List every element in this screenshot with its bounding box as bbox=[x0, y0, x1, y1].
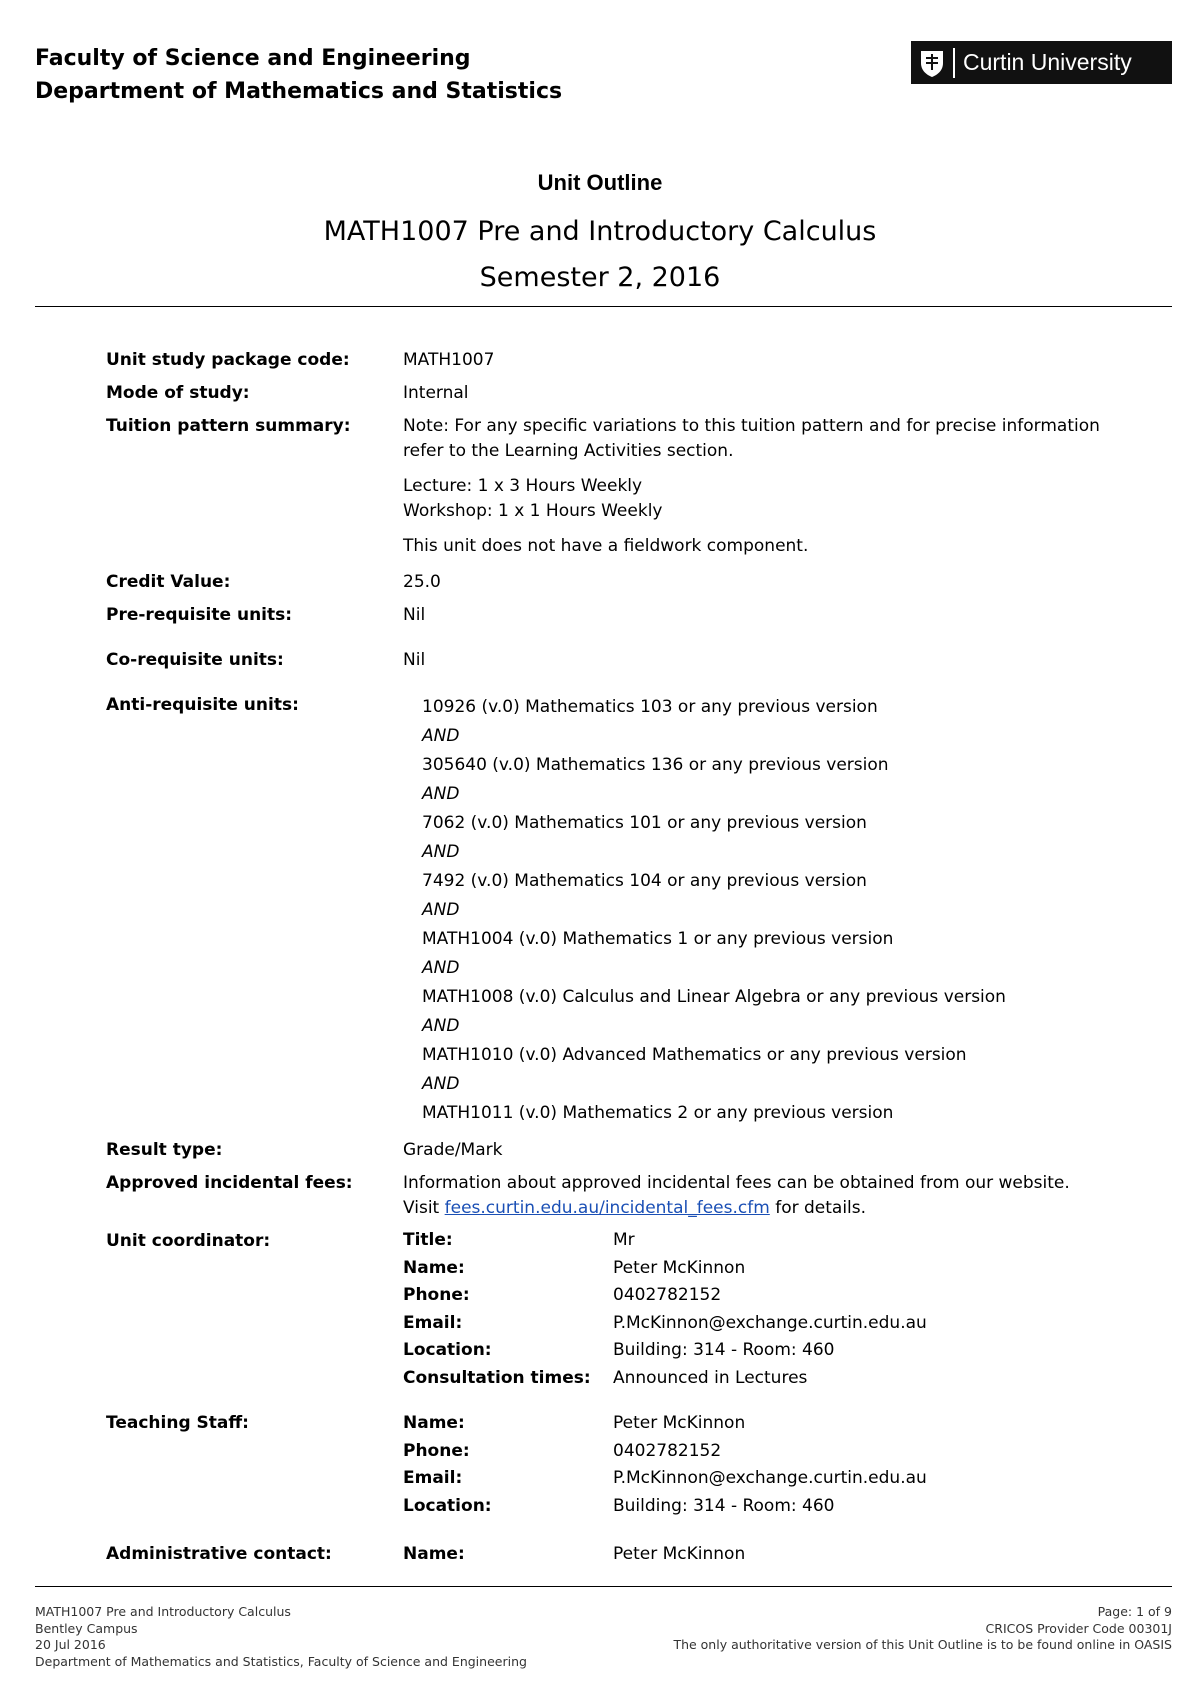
teaching-name-label: Name: bbox=[403, 1413, 465, 1433]
antireq-and: AND bbox=[422, 1074, 460, 1094]
footer-divider bbox=[35, 1586, 1172, 1587]
crest-icon bbox=[919, 48, 945, 78]
coordinator-phone-label: Phone: bbox=[403, 1285, 470, 1305]
coordinator-details bbox=[403, 1227, 927, 1392]
coreq-label: Co-requisite units: bbox=[106, 650, 284, 670]
coordinator-location: Building: 314 - Room: 460 bbox=[613, 1340, 835, 1360]
result-value: Grade/Mark bbox=[403, 1140, 503, 1160]
document-type: Unit Outline bbox=[537, 170, 663, 195]
antireq-and: AND bbox=[422, 958, 460, 978]
antireq-list bbox=[422, 693, 1006, 1128]
footer-campus: Bentley Campus bbox=[35, 1620, 138, 1636]
antireq-and: AND bbox=[422, 900, 460, 920]
tuition-label: Tuition pattern summary: bbox=[106, 416, 351, 436]
admin-details bbox=[403, 1541, 745, 1569]
curtin-logo bbox=[911, 41, 1172, 84]
coreq-value: Nil bbox=[403, 650, 426, 670]
antireq-and: AND bbox=[422, 726, 460, 746]
tuition-workshop: Workshop: 1 x 1 Hours Weekly bbox=[403, 501, 663, 521]
fees-link[interactable]: fees.curtin.edu.au/incidental_fees.cfm bbox=[444, 1198, 770, 1218]
department-name: Department of Mathematics and Statistics bbox=[35, 79, 563, 104]
antireq-label: Anti-requisite units: bbox=[106, 695, 299, 715]
teaching-email-label: Email: bbox=[403, 1468, 463, 1488]
coordinator-name: Peter McKinnon bbox=[613, 1257, 746, 1278]
package-code-value: MATH1007 bbox=[403, 350, 495, 370]
coordinator-email-label: Email: bbox=[403, 1312, 463, 1333]
teaching-label: Teaching Staff: bbox=[106, 1413, 249, 1433]
antireq-unit: MATH1004 (v.0) Mathematics 1 or any previous version bbox=[422, 929, 894, 949]
fees-visit-line bbox=[403, 1196, 1103, 1221]
teaching-phone: 0402782152 bbox=[613, 1440, 722, 1461]
tuition-lecture: Lecture: 1 x 3 Hours Weekly bbox=[403, 476, 643, 496]
result-label: Result type: bbox=[106, 1140, 223, 1160]
footer-left bbox=[35, 1604, 527, 1670]
antireq-and: AND bbox=[422, 842, 460, 862]
teaching-phone-label: Phone: bbox=[403, 1440, 470, 1461]
coordinator-label: Unit coordinator: bbox=[106, 1231, 271, 1251]
teaching-email: P.McKinnon@exchange.curtin.edu.au bbox=[613, 1468, 927, 1488]
fees-text: Information about approved incidental fees can be obtained from our website. bbox=[403, 1173, 1070, 1193]
footer-cricos: CRICOS Provider Code 00301J bbox=[985, 1620, 1172, 1636]
coordinator-consult-label: Consultation times: bbox=[403, 1367, 591, 1388]
mode-value: Internal bbox=[403, 383, 469, 403]
fees-visit: Visit bbox=[403, 1198, 440, 1218]
admin-label: Administrative contact: bbox=[106, 1544, 332, 1564]
logo-separator bbox=[953, 48, 955, 78]
tuition-value bbox=[403, 414, 1103, 559]
coordinator-consult: Announced in Lectures bbox=[613, 1367, 808, 1388]
tuition-fieldwork: This unit does not have a fieldwork component. bbox=[403, 536, 809, 556]
admin-name: Peter McKinnon bbox=[613, 1544, 746, 1564]
tuition-pattern bbox=[403, 474, 1103, 524]
antireq-unit: 7062 (v.0) Mathematics 101 or any previous version bbox=[422, 813, 867, 833]
fees-after: for details. bbox=[775, 1198, 867, 1218]
admin-name-label: Name: bbox=[403, 1544, 465, 1564]
footer-unit: MATH1007 Pre and Introductory Calculus bbox=[35, 1604, 291, 1619]
footer-page-number: Page: 1 of 9 bbox=[1097, 1604, 1172, 1619]
tuition-note: Note: For any specific variations to this tuition pattern and for precise information refer to the Learning Activities section. bbox=[403, 416, 1100, 461]
mode-label: Mode of study: bbox=[106, 383, 250, 403]
prereq-label: Pre-requisite units: bbox=[106, 605, 293, 625]
antireq-unit: MATH1008 (v.0) Calculus and Linear Algebra or any previous version bbox=[422, 987, 1006, 1007]
footer-authority-note: The only authoritative version of this Unit Outline is to be found online in OASIS bbox=[673, 1637, 1172, 1652]
antireq-and: AND bbox=[422, 784, 460, 804]
fees-label: Approved incidental fees: bbox=[106, 1173, 353, 1193]
coordinator-name-label: Name: bbox=[403, 1257, 465, 1278]
fees-value bbox=[403, 1171, 1103, 1221]
footer-right bbox=[673, 1604, 1172, 1654]
faculty-heading bbox=[35, 42, 562, 108]
logo-text: Curtin University bbox=[963, 49, 1132, 75]
coordinator-title: Mr bbox=[613, 1230, 635, 1250]
antireq-and: AND bbox=[422, 1016, 460, 1036]
footer-department: Department of Mathematics and Statistics, Faculty of Science and Engineering bbox=[35, 1653, 527, 1669]
unit-title: MATH1007 Pre and Introductory Calculus bbox=[323, 216, 877, 247]
coordinator-email: P.McKinnon@exchange.curtin.edu.au bbox=[613, 1312, 927, 1333]
teaching-details bbox=[403, 1410, 927, 1520]
semester: Semester 2, 2016 bbox=[479, 262, 721, 293]
title-divider bbox=[35, 306, 1172, 307]
credit-label: Credit Value: bbox=[106, 572, 231, 592]
faculty-name: Faculty of Science and Engineering bbox=[35, 46, 471, 71]
teaching-location: Building: 314 - Room: 460 bbox=[613, 1495, 835, 1516]
antireq-unit: MATH1010 (v.0) Advanced Mathematics or any previous version bbox=[422, 1045, 967, 1065]
antireq-unit: 10926 (v.0) Mathematics 103 or any previous version bbox=[422, 697, 878, 717]
antireq-unit: MATH1011 (v.0) Mathematics 2 or any previous version bbox=[422, 1103, 894, 1123]
antireq-unit: 305640 (v.0) Mathematics 136 or any previous version bbox=[422, 755, 889, 775]
credit-value: 25.0 bbox=[403, 572, 441, 592]
coordinator-title-label: Title: bbox=[403, 1230, 453, 1250]
teaching-name: Peter McKinnon bbox=[613, 1413, 746, 1433]
coordinator-location-label: Location: bbox=[403, 1340, 492, 1360]
package-code-label: Unit study package code: bbox=[106, 350, 350, 370]
footer-date: 20 Jul 2016 bbox=[35, 1637, 106, 1652]
coordinator-phone: 0402782152 bbox=[613, 1285, 722, 1305]
prereq-value: Nil bbox=[403, 605, 426, 625]
antireq-unit: 7492 (v.0) Mathematics 104 or any previous version bbox=[422, 871, 867, 891]
teaching-location-label: Location: bbox=[403, 1495, 492, 1516]
